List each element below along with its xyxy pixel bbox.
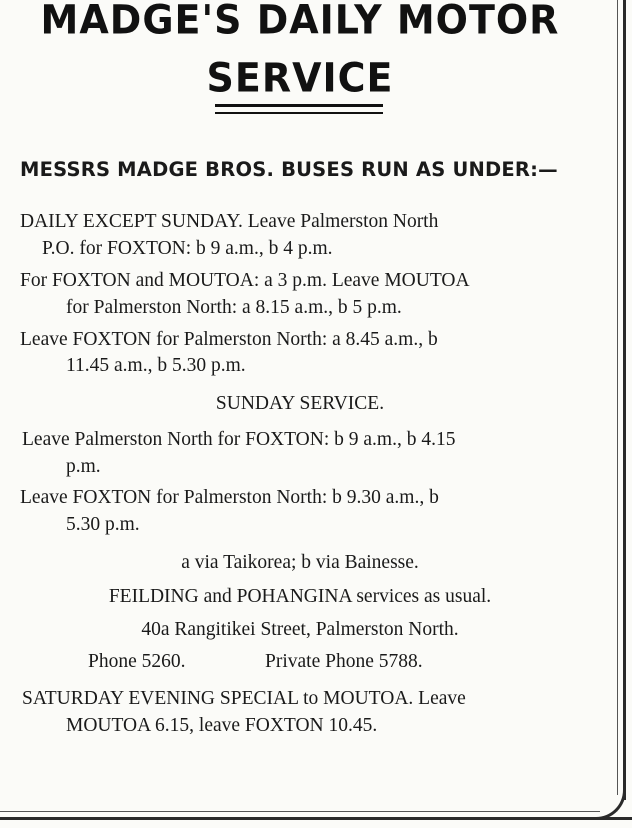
ad-title-line2: SERVICE	[206, 54, 394, 102]
sunday-line4: 5.30 p.m.	[66, 514, 140, 535]
sunday-line3: Leave FOXTON for Palmerston North: b 9.30 a.m., b	[20, 487, 439, 508]
border-rule-right	[623, 0, 626, 800]
other-services: FEILDING and POHANGINA services as usual.	[108, 586, 492, 607]
border-rule-bottom-inner	[0, 811, 600, 812]
weekday-line1: DAILY EXCEPT SUNDAY. Leave Palmerston North	[20, 211, 439, 232]
saturday-line2: MOUTOA 6.15, leave FOXTON 10.45.	[66, 715, 378, 736]
via-note: a via Taikorea; b via Bainesse.	[181, 552, 419, 573]
border-rule-bottom	[0, 817, 632, 820]
weekday-line3: For FOXTON and MOUTOA: a 3 p.m. Leave MOUTOA	[20, 270, 470, 291]
phone: Phone 5260.	[88, 651, 186, 672]
saturday-line1: SATURDAY EVENING SPECIAL to MOUTOA. Leave	[22, 688, 466, 709]
border-corner	[583, 777, 626, 820]
sunday-heading: SUNDAY SERVICE.	[215, 393, 385, 414]
ad-title-line1: MADGE'S DAILY MOTOR	[40, 0, 560, 44]
weekday-line6: 11.45 a.m., b 5.30 p.m.	[66, 355, 246, 376]
sunday-line1: Leave Palmerston North for FOXTON: b 9 a.m., b 4.15	[22, 429, 456, 450]
weekday-line5: Leave FOXTON for Palmerston North: a 8.45 a.m., b	[20, 329, 438, 350]
sunday-line2: p.m.	[66, 456, 101, 477]
ad-subtitle: MESSRS MADGE BROS. BUSES RUN AS UNDER:—	[20, 158, 558, 181]
weekday-line4: for Palmerston North: a 8.15 a.m., b 5 p.m.	[66, 297, 402, 318]
address: 40a Rangitikei Street, Palmerston North.	[141, 619, 459, 640]
private-phone: Private Phone 5788.	[265, 651, 423, 672]
weekday-line2: P.O. for FOXTON: b 9 a.m., b 4 p.m.	[42, 238, 333, 259]
title-underline-second	[215, 112, 383, 114]
title-underline	[215, 104, 383, 107]
border-rule-right-inner	[617, 0, 618, 795]
